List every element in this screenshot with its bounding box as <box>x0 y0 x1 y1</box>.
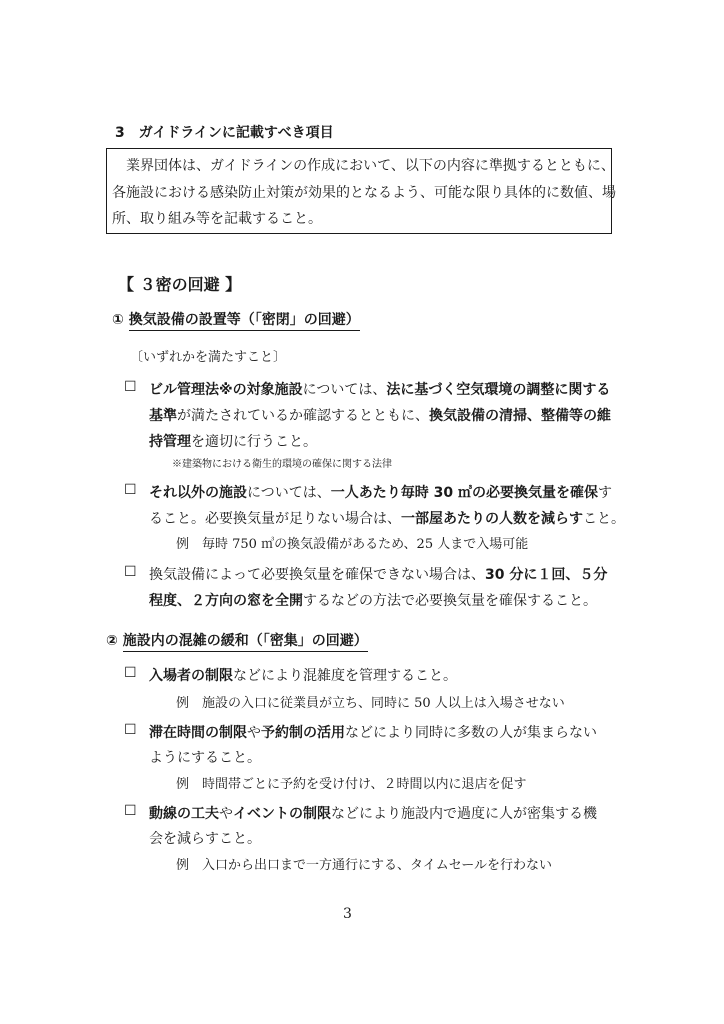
subheading-crowding <box>106 630 368 650</box>
subheading-ventilation-label: 換気設備の設置等（「密閉」の回避） <box>129 312 360 331</box>
notice-line-2: 各施設における感染防止対策が効果的となるよう、可能な限り具体的に数値、場 <box>112 185 616 201</box>
section-title-3mitsu: 【 ３密の回避 】 <box>118 275 242 294</box>
plain-text: が満たされているか確認するとともに、 <box>177 408 429 424</box>
notice-line-1: 業界団体は、ガイドラインの作成において、以下の内容に準拠するとともに、 <box>112 158 615 174</box>
item-entry-limit-line-1 <box>149 665 457 685</box>
bold-text: 程度、２方向の窓を全開 <box>149 593 303 609</box>
plain-text: については、 <box>247 485 331 501</box>
checkbox-icon: ☐ <box>124 564 137 580</box>
item-building-law-line-1 <box>149 379 610 399</box>
checkbox-icon: ☐ <box>124 803 137 819</box>
subheading-crowding-label: 施設内の混雑の緩和（「密集」の回避） <box>123 633 368 652</box>
item-other-facilities-line-1 <box>149 482 612 502</box>
plain-text: については、 <box>302 382 387 398</box>
plain-text: などにより混雑度を管理すること。 <box>233 668 457 684</box>
bold-text: 滞在時間の制限 <box>149 725 247 741</box>
bold-text: 予約制の活用 <box>261 725 345 741</box>
plain-text: や <box>247 725 261 741</box>
example-ventilation: 例 毎時 750 ㎥の換気設備があるため、25 人まで入場可能 <box>176 537 529 552</box>
checkbox-icon: ☐ <box>124 722 137 738</box>
example-one-way: 例 入口から出口まで一方通行にする、タイムセールを行わない <box>176 858 552 873</box>
bold-text: 換気設備の清掃、整備等の維 <box>429 408 611 424</box>
checkbox-icon: ☐ <box>124 482 137 498</box>
bold-text: 動線の工夫 <box>149 806 219 822</box>
example-reservation: 例 時間帯ごとに予約を受け付け、２時間以内に退店を促す <box>176 777 527 792</box>
bold-text: 一人あたり毎時 30 ㎥の必要換気量を確保 <box>330 485 598 501</box>
plain-text: こと。 <box>583 511 625 527</box>
item-flow-line-2: 会を減らすこと。 <box>149 831 261 847</box>
plain-text: や <box>219 806 233 822</box>
plain-text: す <box>597 485 612 501</box>
bold-text: 一部屋あたりの人数を減らす <box>401 511 583 527</box>
item-building-law-line-2 <box>149 405 611 425</box>
circled-number-1: ① <box>112 312 124 328</box>
page-number: 3 <box>343 906 352 922</box>
footnote-building-law: ※建築物における衛生的環境の確保に関する法律 <box>172 459 392 470</box>
item-building-law-line-3 <box>149 431 317 451</box>
notice-line-3: 所、取り組み等を記載すること。 <box>112 211 322 227</box>
circled-number-2: ② <box>106 633 118 649</box>
bold-text: それ以外の施設 <box>149 485 247 501</box>
plain-text: するなどの方法で必要換気量を確保すること。 <box>303 593 597 609</box>
plain-text: ること。必要換気量が足りない場合は、 <box>149 511 401 527</box>
item-other-facilities-line-2 <box>149 508 625 528</box>
item-flow-line-1 <box>149 803 597 823</box>
bold-text: 30 分に１回、５分 <box>485 567 608 583</box>
plain-text: を適切に行うこと。 <box>191 434 317 450</box>
plain-text: などにより同時に多数の人が集まらない <box>345 725 597 741</box>
plain-text: などにより施設内で過度に人が密集する機 <box>331 806 597 822</box>
bold-text: イベントの制限 <box>233 806 331 822</box>
item-stay-time-line-2: ようにすること。 <box>149 750 261 766</box>
bold-text: ビル管理法※の対象施設 <box>149 382 303 398</box>
example-entry-limit: 例 施設の入口に従業員が立ち、同時に 50 人以上は入場させない <box>176 696 565 711</box>
section-heading: 3 ガイドラインに記載すべき項目 <box>115 125 334 141</box>
checkbox-icon: ☐ <box>124 379 137 395</box>
item-stay-time-line-1 <box>149 722 597 742</box>
item-window-ventilation-line-2 <box>149 590 597 610</box>
bold-text: 基準 <box>149 408 177 424</box>
bold-text: 法に基づく空気環境の調整に関する <box>386 382 611 398</box>
checkbox-icon: ☐ <box>124 665 137 681</box>
bold-text: 持管理 <box>149 434 191 450</box>
item-window-ventilation-line-1 <box>149 564 607 584</box>
subheading-ventilation <box>112 309 360 329</box>
condition-note: 〔いずれかを満たすこと〕 <box>130 350 287 365</box>
plain-text: 換気設備によって必要換気量を確保できない場合は、 <box>149 567 485 583</box>
bold-text: 入場者の制限 <box>149 668 233 684</box>
